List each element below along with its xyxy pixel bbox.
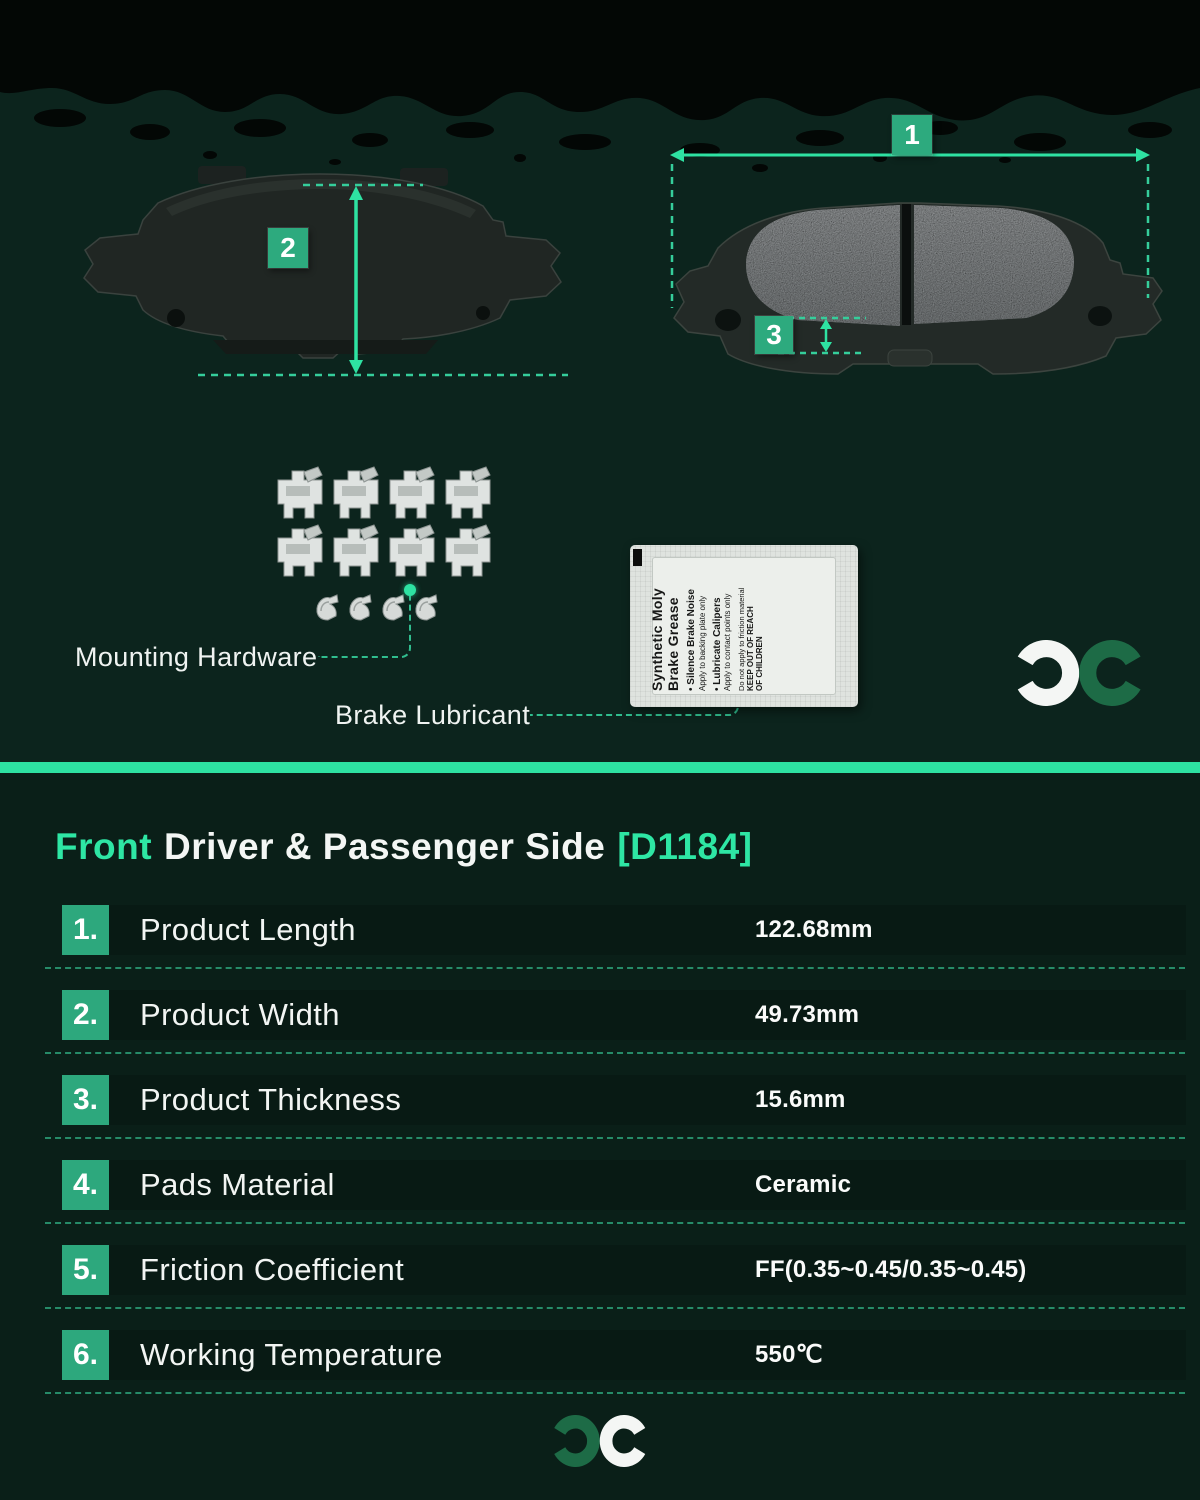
spec-title-main: Driver & Passenger Side [164,826,606,867]
packet-point1-note: Apply to backing plate only [697,595,707,691]
bolt-hole [476,306,490,320]
mounting-hardware-label: Mounting Hardware [75,642,318,672]
row-number-badge [62,1075,109,1125]
row-number-badge [62,1160,109,1210]
packet-caution: Do not apply to friction material [736,587,746,691]
row-number: 3. [72,1083,99,1116]
logo-left-glyph [1025,649,1070,698]
packet-warning1: KEEP OUT OF REACH [746,606,756,691]
callout-badge-width [268,228,308,268]
packet-print-mark [633,549,642,566]
packet-title-line1: Synthetic Moly [649,588,665,691]
row-value: 49.73mm [755,1001,860,1028]
spec-row-product-length [0,905,1200,955]
row-separator [45,1222,1185,1224]
brake-grease-packet [630,545,858,707]
packet-point2-note: Apply to contact points only [723,593,733,691]
callout-number: 2 [280,232,296,263]
row-value: FF(0.35~0.45/0.35~0.45) [755,1256,1027,1283]
row-separator [45,1137,1185,1139]
dc-logo-footer [550,1415,650,1467]
logo-left-glyph [560,1422,594,1460]
spec-row-product-width [0,990,1200,1040]
row-label: Pads Material [140,1167,335,1202]
row-number: 4. [72,1168,99,1201]
backing-plate [84,166,561,358]
row-label: Product Thickness [140,1082,402,1117]
row-separator [45,1307,1185,1309]
callout-number: 3 [766,319,782,350]
row-value: Ceramic [755,1171,852,1198]
row-number: 5. [72,1253,99,1286]
row-value: 15.6mm [755,1086,846,1113]
row-number-badge [62,1245,109,1295]
spec-title-highlight: Front [55,826,153,867]
row-number-badge [62,1330,109,1380]
callout-badge-length [892,115,932,155]
row-number-badge [62,905,109,955]
row-number: 6. [72,1338,99,1371]
row-label: Friction Coefficient [140,1252,405,1287]
bolt-hole [1088,306,1112,326]
dc-logo [1012,640,1147,706]
brake-pad-back-view [48,158,593,408]
center-slot [902,204,911,325]
bolt-hole [715,309,741,331]
spec-row-pads-material [0,1160,1200,1210]
spec-row-friction-coefficient [0,1245,1200,1295]
divider-bar [0,762,1200,773]
spec-row-product-thickness [0,1075,1200,1125]
row-number-badge [62,990,109,1040]
spec-row-working-temperature [0,1330,1200,1380]
row-label: Product Width [140,997,340,1032]
packet-point1: • Silence Brake Noise [686,589,698,691]
row-number: 1. [72,913,99,946]
packet-title-line2: Brake Grease [665,597,682,691]
row-separator [45,1392,1185,1394]
spec-title [55,826,753,868]
row-number: 2. [72,998,99,1031]
packet-point2: • Lubricate Calipers [711,597,723,691]
hardware-connector-line [318,596,411,658]
callout-badge-thickness [755,316,793,354]
spec-title-code: [D1184] [617,826,753,867]
bolt-hole [167,309,185,327]
packet-warning2: OF CHILDREN [755,636,765,691]
row-label: Working Temperature [140,1337,443,1372]
logo-right-glyph [1088,649,1133,698]
callout-number: 1 [904,119,920,150]
row-value: 550℃ [755,1341,823,1368]
packet-text [649,561,839,691]
row-value: 122.68mm [755,916,873,943]
row-separator [45,967,1185,969]
logo-right-glyph [606,1422,640,1460]
row-separator [45,1052,1185,1054]
hardware-pointer-dot [404,584,416,596]
splatter-shape [0,0,1200,120]
brake-lubricant-label: Brake Lubricant [335,700,531,730]
row-label: Product Length [140,912,356,947]
